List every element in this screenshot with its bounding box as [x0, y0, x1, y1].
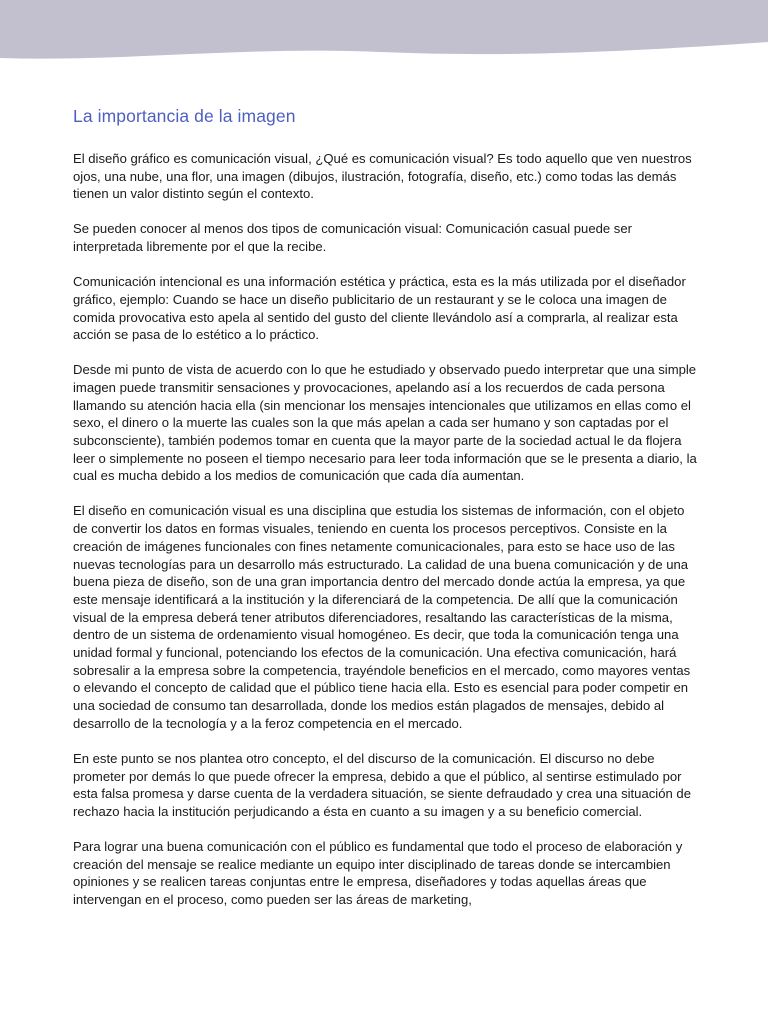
header-band — [0, 0, 768, 64]
paragraph: El diseño gráfico es comunicación visual, ¿Qué es comunicación visual? Es todo aquello que ven nuestros ojos, una nube, una flor, una imagen (dibujos, ilustración, fotografía, diseño, etc.) como todas las demás tienen un valor distinto según el contexto. — [73, 151, 692, 202]
paragraph: Comunicación intencional es una información estética y práctica, esta es la más utilizada por el diseñador gráfico, ejemplo: Cuando se hace un diseño publicitario de un restaurant y se le coloca una imagen de comida provocativa esto apela al sentido del gusto del cliente llevándolo así a comprarla, al realizar esta acción se pasa de lo estético a lo práctico. — [73, 274, 686, 343]
paragraph: En este punto se nos plantea otro concepto, el del discurso de la comunicación. El discurso no debe prometer por demás lo que puede ofrecer la empresa, debido a que el público, al sentirse estimulado por esta falsa promesa y darse cuenta de la verdadera situación, se siente defraudado y crea una situación de rechazo hacia la institución perjudicando a ésta en cuanto a su imagen y a su beneficio comercial. — [73, 750, 691, 819]
paragraph: Desde mi punto de vista de acuerdo con lo que he estudiado y observado puedo interpretar que una simple imagen puede transmitir sensaciones y provocaciones, apelando así a los recuerdos de cada persona llamando su atención hacia ella (sin mencionar los mensajes intencionales que utilizamos en ellas como el sexo, el dinero o la muerte las cuales son la que más apelan a cada ser humano y son captadas por el subconsciente), también podemos tomar en cuenta que la mayor parte de la sociedad actual le da flojera leer o simplemente no poseen el tiempo necesario para leer toda información que se le presenta a diario, la cual es mucha debido a los medios de comunicación que cada día aumentan. — [73, 362, 697, 484]
wave-banner — [0, 0, 768, 64]
paragraph: Se pueden conocer al menos dos tipos de comunicación visual: Comunicación casual puede ser interpretada libremente por el que la recibe. — [73, 221, 632, 255]
document-title: La importancia de la imagen — [73, 106, 296, 126]
paragraph: El diseño en comunicación visual es una disciplina que estudia los sistemas de información, con el objeto de convertir los datos en formas visuales, teniendo en cuenta los procesos perceptivos. Consiste en la creación de imágenes funcionales con fines netamente comunicacionales, para esto se hace uso de las nuevas tecnologías para un desarrollo más estructurado. La calidad de una buena comunicación y de una buena pieza de diseño, son de una gran importancia dentro del mercado donde actúa la empresa, ya que este mensaje identificará a la institución y la diferenciará de la competencia. De allí que la comunicación visual de la empresa deberá tener atributos diferenciadores, resaltando las características de la misma, dentro de un sistema de ordenamiento visual homogéneo. Es decir, que toda la comunicación tenga una unidad formal y funcional, potenciando los efectos de la comunicación. Una efectiva comunicación, hará sobresalir a la empresa sobre la competencia, trayéndole beneficios en el mercado, como mayores ventas o elevando el concepto de calidad que el público tiene hacia ella. Esto es esencial para poder competir en una sociedad de consumo tan desarrollada, donde los medios están plagados de mensajes, debido al desarrollo de la tecnología y a la feroz competencia en el mercado. — [73, 503, 691, 731]
document-body — [73, 104, 697, 926]
paragraph: Para lograr una buena comunicación con el público es fundamental que todo el proceso de elaboración y creación del mensaje se realice mediante un equipo inter disciplinado de tareas donde se intercambien opiniones y se realicen tareas conjuntas entre le empresa, diseñadores y todas aquellas áreas que intervengan en el proceso, como pueden ser las áreas de marketing, — [73, 838, 683, 908]
